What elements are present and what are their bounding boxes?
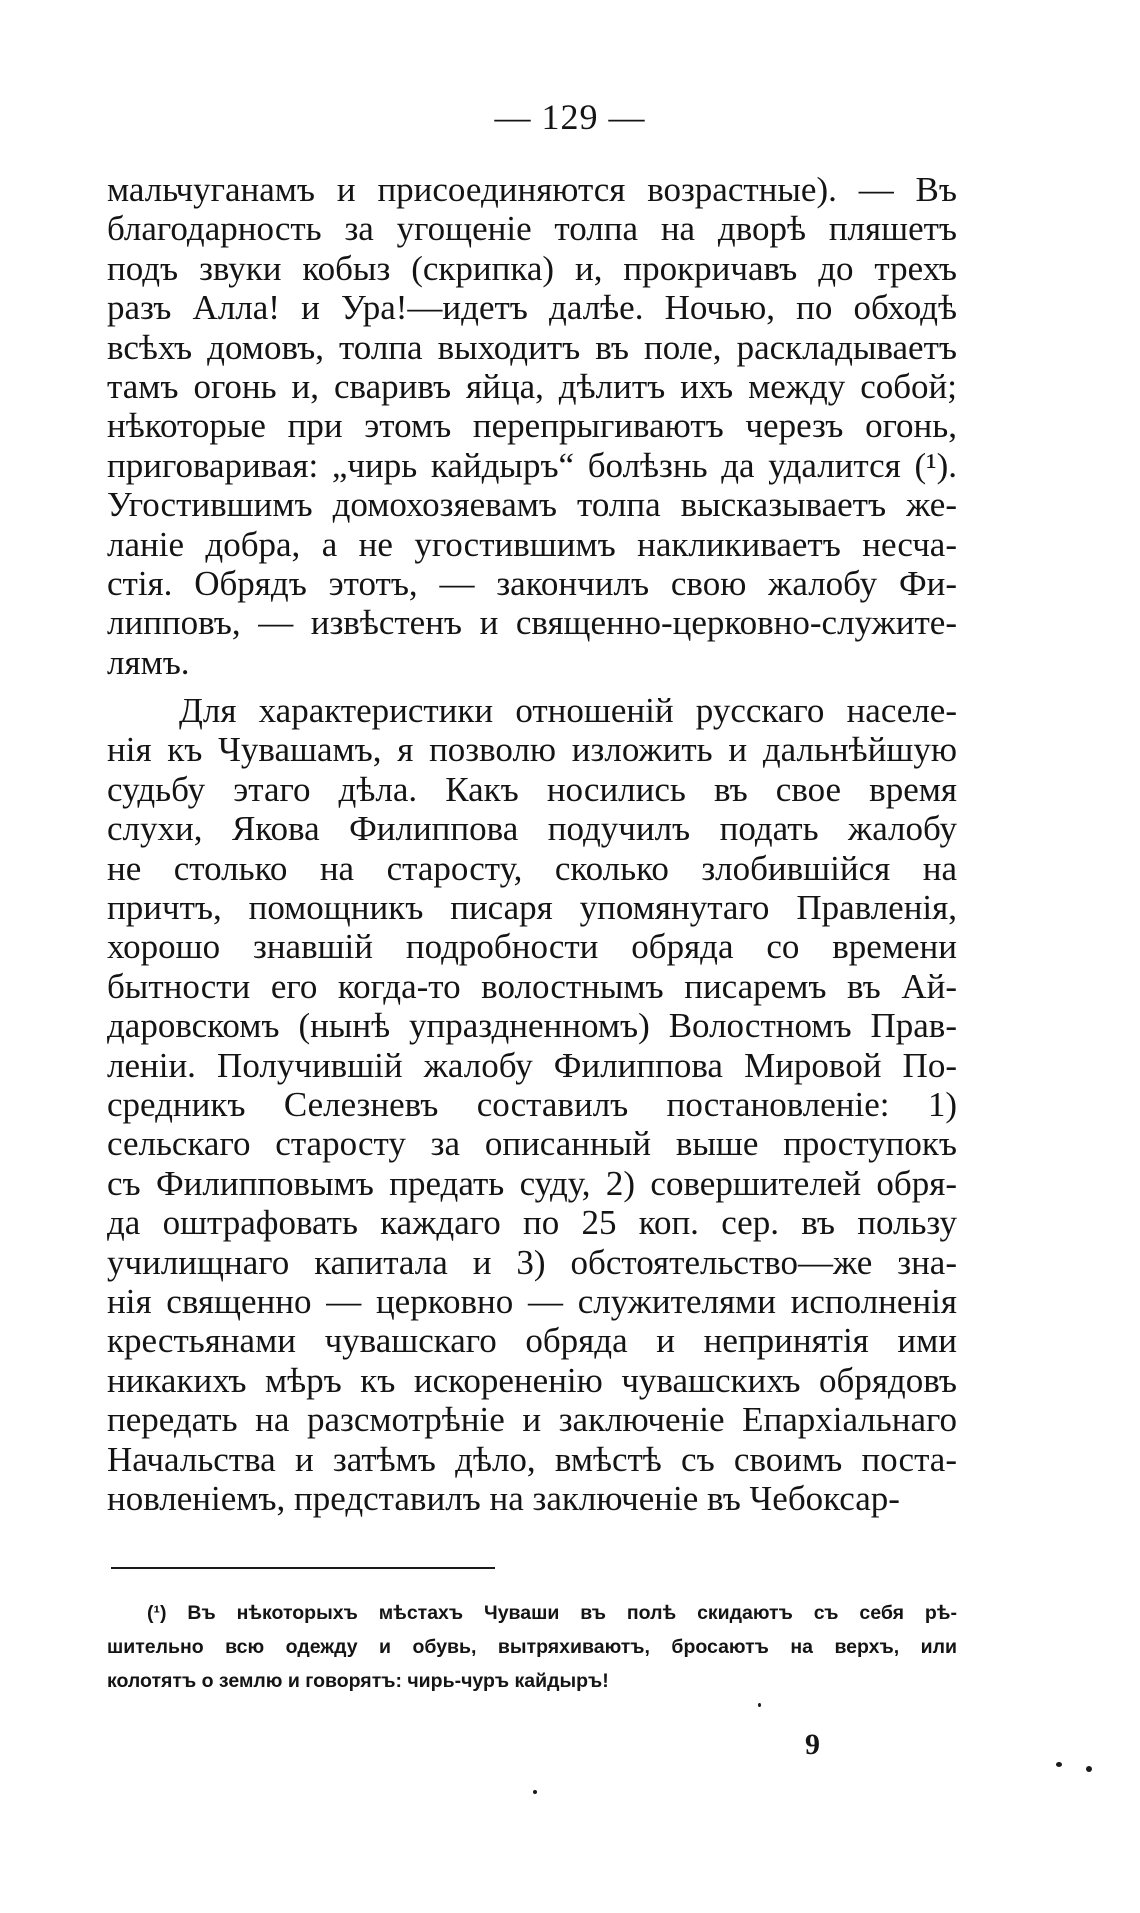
text-line: даровскомъ (нынѣ упраздненномъ) Волостномъ Прав- bbox=[107, 1006, 957, 1046]
footnote-line: шительно всю одежду и обувь, вытряхиваютъ, бросаютъ на верхъ, или bbox=[107, 1636, 957, 1658]
text-line: бытности его когда-то волостнымъ писаремъ въ Ай- bbox=[107, 966, 957, 1006]
body-text bbox=[107, 170, 957, 1518]
text-line: новленіемъ, представилъ на заключеніе въ Чебоксар- bbox=[107, 1478, 900, 1518]
text-line: нѣкоторые при этомъ перепрыгиваютъ черезъ огонь, bbox=[107, 406, 957, 446]
footnote-line: (¹) Въ нѣкоторыхъ мѣстахъ Чуваши въ полѣ скидаютъ съ себя рѣ- bbox=[147, 1602, 957, 1624]
text-line: слухи, Якова Филиппова подучилъ подать жалобу bbox=[107, 809, 957, 849]
paragraph-1 bbox=[107, 170, 957, 682]
text-line: подъ звуки кобыз (скрипка) и, прокричавъ до трехъ bbox=[107, 248, 957, 288]
text-line: липповъ, — извѣстенъ и священно-церковно-служите- bbox=[107, 603, 957, 643]
footnote bbox=[107, 1596, 957, 1698]
paragraph-gap bbox=[107, 682, 957, 691]
text-line: мальчуганамъ и присоединяются возрастные). — Въ bbox=[107, 170, 957, 209]
text-line: лямъ. bbox=[107, 642, 190, 682]
text-line: благодарность за угощеніе толпа на дворѣ пляшетъ bbox=[107, 209, 957, 249]
text-line: нія къ Чувашамъ, я позволю изложить и дальнѣйшую bbox=[107, 730, 957, 770]
printer-signature-mark: 9 bbox=[805, 1728, 820, 1761]
footnote-rule bbox=[111, 1567, 495, 1569]
text-line: передать на разсмотрѣніе и заключеніе Епархіальнаго bbox=[107, 1400, 957, 1440]
text-line: крестьянами чувашскаго обряда и непринятія ими bbox=[107, 1321, 957, 1361]
text-line: Для характеристики отношеній русскаго населе- bbox=[179, 691, 957, 731]
text-line: хорошо знавшій подробности обряда со времени bbox=[107, 927, 957, 967]
text-line: тамъ огонь и, сваривъ яйца, дѣлитъ ихъ между собой; bbox=[107, 366, 957, 406]
text-line: никакихъ мѣръ къ искорененію чувашскихъ обрядовъ bbox=[107, 1360, 957, 1400]
text-line: не столько на старосту, сколько злобившійся на bbox=[107, 848, 957, 888]
text-line: всѣхъ домовъ, толпа выходитъ въ поле, раскладываетъ bbox=[107, 327, 957, 367]
text-line: леніи. Получившій жалобу Филиппова Мировой По- bbox=[107, 1045, 957, 1085]
page-number: — 129 — bbox=[494, 97, 646, 137]
footnote-line: колотятъ о землю и говорятъ: чирь-чуръ кайдыръ! bbox=[107, 1670, 609, 1692]
text-line: съ Филипповымъ предать суду, 2) совершителей обря- bbox=[107, 1163, 957, 1203]
print-speck bbox=[1086, 1766, 1092, 1772]
print-speck bbox=[758, 1703, 761, 1707]
text-line: разъ Алла! и Ура!—идетъ далѣе. Ночью, по обходѣ bbox=[107, 288, 957, 328]
text-line: причтъ, помощникъ писаря упомянутаго Правленія, bbox=[107, 888, 957, 928]
text-line: ланіе добра, а не угостившимъ накликиваетъ несча- bbox=[107, 524, 957, 564]
text-line: Угостившимъ домохозяевамъ толпа высказываетъ же- bbox=[107, 485, 957, 525]
text-line: стія. Обрядъ этотъ, — закончилъ свою жалобу Фи- bbox=[107, 563, 957, 603]
text-line: Начальства и затѣмъ дѣло, вмѣстѣ съ своимъ поста- bbox=[107, 1439, 957, 1479]
text-line: средникъ Селезневъ составилъ постановленіе: 1) bbox=[107, 1084, 957, 1124]
paragraph-2 bbox=[107, 691, 957, 1518]
text-line: сельскаго старосту за описанный выше проступокъ bbox=[107, 1124, 957, 1164]
print-speck bbox=[1056, 1762, 1062, 1767]
text-line: да оштрафовать каждаго по 25 коп. сер. въ пользу bbox=[107, 1203, 957, 1243]
text-line: нія священно — церковно — служителями исполненія bbox=[107, 1281, 957, 1321]
text-line: приговаривая: „чирь кайдыръ“ болѣзнь да удалится (¹). bbox=[107, 445, 957, 485]
text-line: судьбу этаго дѣла. Какъ носились въ свое время bbox=[107, 769, 957, 809]
text-line: училищнаго капитала и 3) обстоятельство—же зна- bbox=[107, 1242, 957, 1282]
print-speck bbox=[533, 1790, 537, 1794]
